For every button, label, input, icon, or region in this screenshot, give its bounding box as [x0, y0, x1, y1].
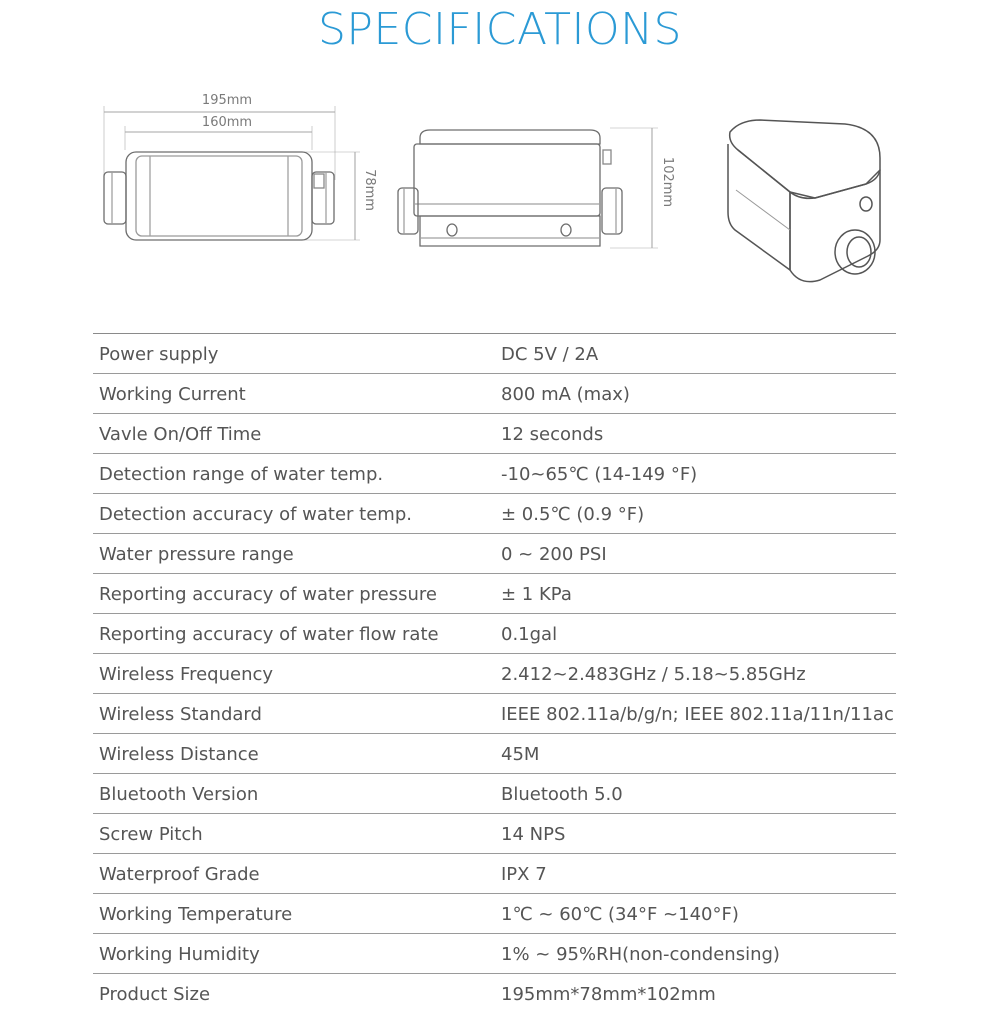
spec-label: Water pressure range: [99, 543, 294, 565]
spec-value: ± 1 KPa: [501, 583, 572, 605]
spec-row: [93, 735, 896, 774]
spec-row: [93, 695, 896, 734]
spec-value: 45M: [501, 743, 540, 765]
spec-value: DC 5V / 2A: [501, 343, 599, 365]
spec-row: [93, 455, 896, 494]
spec-label: Wireless Standard: [99, 703, 262, 725]
spec-row: [93, 575, 896, 614]
spec-label: Wireless Distance: [99, 743, 259, 765]
spec-row: [93, 975, 896, 1013]
spec-label: Product Size: [99, 983, 211, 1005]
spec-value: 12 seconds: [501, 423, 604, 445]
product-drawings: [0, 80, 1000, 300]
spec-row: [93, 655, 896, 694]
spec-value: 2.412~2.483GHz / 5.18~5.85GHz: [501, 663, 806, 685]
spec-label: Wireless Frequency: [99, 663, 274, 685]
spec-label: Detection range of water temp.: [99, 463, 384, 485]
spec-value: IPX 7: [501, 863, 547, 885]
spec-value: 1% ~ 95%RH(non-condensing): [501, 943, 780, 965]
spec-value: 0.1gal: [501, 623, 558, 645]
spec-row: [93, 855, 896, 894]
spec-label: Detection accuracy of water temp.: [99, 503, 412, 525]
spec-label: Working Temperature: [99, 903, 293, 925]
spec-value: -10~65℃ (14-149 °F): [501, 463, 698, 485]
spec-row: [93, 375, 896, 414]
spec-row: [93, 895, 896, 934]
page-title: SPECIFICATIONS: [318, 4, 682, 55]
dim-overall-width: 195mm: [201, 93, 253, 108]
spec-value: 800 mA (max): [501, 383, 630, 405]
spec-label: Waterproof Grade: [99, 863, 260, 885]
spec-row: [93, 335, 896, 374]
dim-depth: 78mm: [362, 169, 377, 211]
spec-value: 195mm*78mm*102mm: [501, 983, 716, 1005]
spec-label: Bluetooth Version: [99, 783, 259, 805]
spec-label: Reporting accuracy of water pressure: [99, 583, 437, 605]
spec-value: 14 NPS: [501, 823, 566, 845]
spec-label: Reporting accuracy of water flow rate: [99, 623, 439, 645]
spec-value: ± 0.5℃ (0.9 °F): [501, 503, 645, 525]
spec-row: [93, 815, 896, 854]
spec-row: [93, 935, 896, 974]
spec-label: Working Humidity: [99, 943, 260, 965]
front-view-drawing: [398, 128, 658, 248]
spec-row: [93, 415, 896, 454]
spec-row: [93, 495, 896, 534]
dim-body-width: 160mm: [201, 115, 253, 130]
spec-row: [93, 535, 896, 574]
spec-value: IEEE 802.11a/b/g/n; IEEE 802.11a/11n/11ac: [501, 703, 894, 725]
spec-label: Power supply: [99, 343, 219, 365]
spec-label: Screw Pitch: [99, 823, 203, 845]
spec-row: [93, 775, 896, 814]
spec-row: [93, 615, 896, 654]
spec-value: 1℃ ~ 60℃ (34°F ~140°F): [501, 903, 739, 925]
spec-value: 0 ~ 200 PSI: [501, 543, 607, 565]
perspective-view-drawing: [728, 120, 880, 282]
specs-table: [93, 333, 896, 1013]
spec-label: Working Current: [99, 383, 246, 405]
spec-label: Vavle On/Off Time: [99, 423, 262, 445]
spec-value: Bluetooth 5.0: [501, 783, 623, 805]
dim-height: 102mm: [660, 156, 675, 208]
